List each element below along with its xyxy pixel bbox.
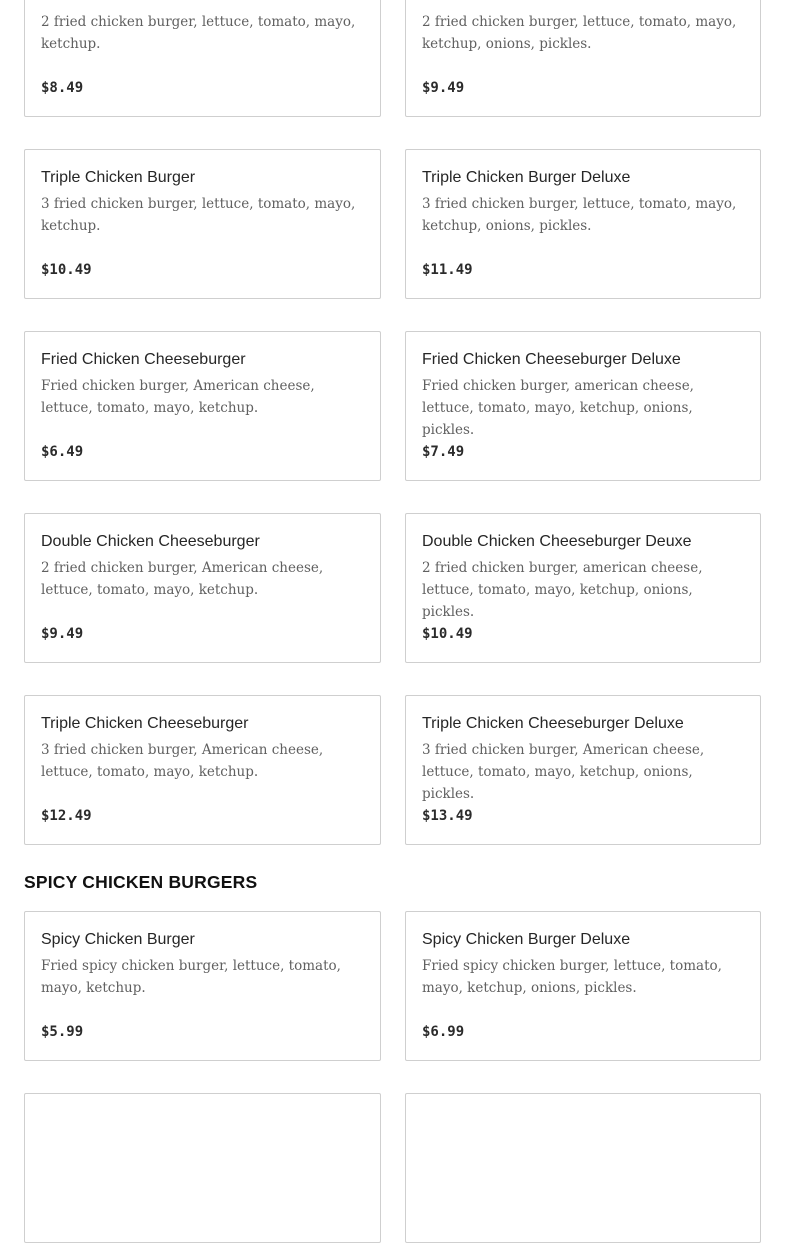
menu-item-description <box>41 1137 364 1181</box>
menu-item-price: $12.49 <box>41 808 92 824</box>
menu-item-card[interactable] <box>405 149 761 299</box>
menu-item-description: 2 fried chicken burger, lettuce, tomato, mayo, ketchup, onions, pickles. <box>422 14 737 52</box>
section-heading-spicy-chicken-burgers: SPICY CHICKEN BURGERS <box>24 872 258 892</box>
menu-item-card[interactable] <box>24 149 381 299</box>
menu-item-description: 2 fried chicken burger, lettuce, tomato, mayo, ketchup. <box>41 14 356 52</box>
menu-item-name: Triple Chicken Cheeseburger Deluxe <box>422 715 684 732</box>
menu-item-price: $9.49 <box>41 626 84 642</box>
menu-item-price: $13.49 <box>422 808 473 824</box>
menu-item-card[interactable] <box>24 0 381 117</box>
menu-item-card[interactable] <box>24 1093 381 1243</box>
menu-item-card[interactable] <box>405 695 761 845</box>
menu-item-name: Double Chicken Cheeseburger Deuxe <box>422 533 692 550</box>
menu-item-price: $6.49 <box>41 444 84 460</box>
menu-item-description: Fried chicken burger, american cheese, lettuce, tomato, mayo, ketchup, onions, pickles. <box>422 378 694 438</box>
menu-item-card[interactable] <box>24 331 381 481</box>
menu-item-name <box>41 0 364 6</box>
menu-item-price: $10.49 <box>41 262 92 278</box>
menu-item-name: Spicy Chicken Burger Deluxe <box>422 931 631 948</box>
menu-item-description: Fried spicy chicken burger, lettuce, tomato, mayo, ketchup. <box>41 958 341 996</box>
menu-item-name: Triple Chicken Cheeseburger <box>41 715 249 732</box>
menu-item-name: Fried Chicken Cheeseburger Deluxe <box>422 351 681 368</box>
menu-item-name <box>422 1112 744 1132</box>
menu-content <box>24 0 761 1243</box>
menu-item-card[interactable] <box>24 911 381 1061</box>
menu-item-card[interactable] <box>24 695 381 845</box>
menu-item-description: 3 fried chicken burger, lettuce, tomato, mayo, ketchup. <box>41 196 356 234</box>
menu-item-name: Double Chicken Cheeseburger <box>41 533 260 550</box>
menu-item-description: 3 fried chicken burger, American cheese, lettuce, tomato, mayo, ketchup, onions, pickles. <box>422 742 705 802</box>
menu-item-price: $10.49 <box>422 626 473 642</box>
menu-item-price: $9.49 <box>422 80 465 96</box>
menu-item-name: Fried Chicken Cheeseburger <box>41 351 246 368</box>
menu-item-description: 3 fried chicken burger, American cheese, lettuce, tomato, mayo, ketchup. <box>41 742 324 780</box>
menu-item-card[interactable] <box>405 331 761 481</box>
menu-item-name: Spicy Chicken Burger <box>41 931 195 948</box>
menu-item-name: Triple Chicken Burger <box>41 169 196 186</box>
menu-item-card[interactable] <box>405 1093 761 1243</box>
menu-item-name <box>41 1112 364 1132</box>
menu-item-description: Fried chicken burger, American cheese, lettuce, tomato, mayo, ketchup. <box>41 378 315 416</box>
menu-item-price: $7.49 <box>422 444 465 460</box>
menu-item-description: 2 fried chicken burger, American cheese, lettuce, tomato, mayo, ketchup. <box>41 560 324 598</box>
menu-item-price: $5.99 <box>41 1024 84 1040</box>
menu-item-description: Fried spicy chicken burger, lettuce, tomato, mayo, ketchup, onions, pickles. <box>422 958 722 996</box>
menu-item-price: $8.49 <box>41 80 84 96</box>
menu-item-description <box>422 1137 744 1181</box>
menu-item-description: 2 fried chicken burger, american cheese, lettuce, tomato, mayo, ketchup, onions, pickles. <box>422 560 703 620</box>
menu-item-card[interactable] <box>24 513 381 663</box>
menu-item-card[interactable] <box>405 911 761 1061</box>
menu-item-name: Triple Chicken Burger Deluxe <box>422 169 631 186</box>
menu-item-price: $11.49 <box>422 262 473 278</box>
menu-item-card[interactable] <box>405 513 761 663</box>
menu-item-name <box>422 0 744 6</box>
menu-grid-spicy-chicken-burgers <box>24 911 761 1243</box>
menu-grid-chicken-burgers <box>24 0 761 845</box>
menu-item-card[interactable] <box>405 0 761 117</box>
menu-item-price: $6.99 <box>422 1024 465 1040</box>
menu-item-description: 3 fried chicken burger, lettuce, tomato, mayo, ketchup, onions, pickles. <box>422 196 737 234</box>
